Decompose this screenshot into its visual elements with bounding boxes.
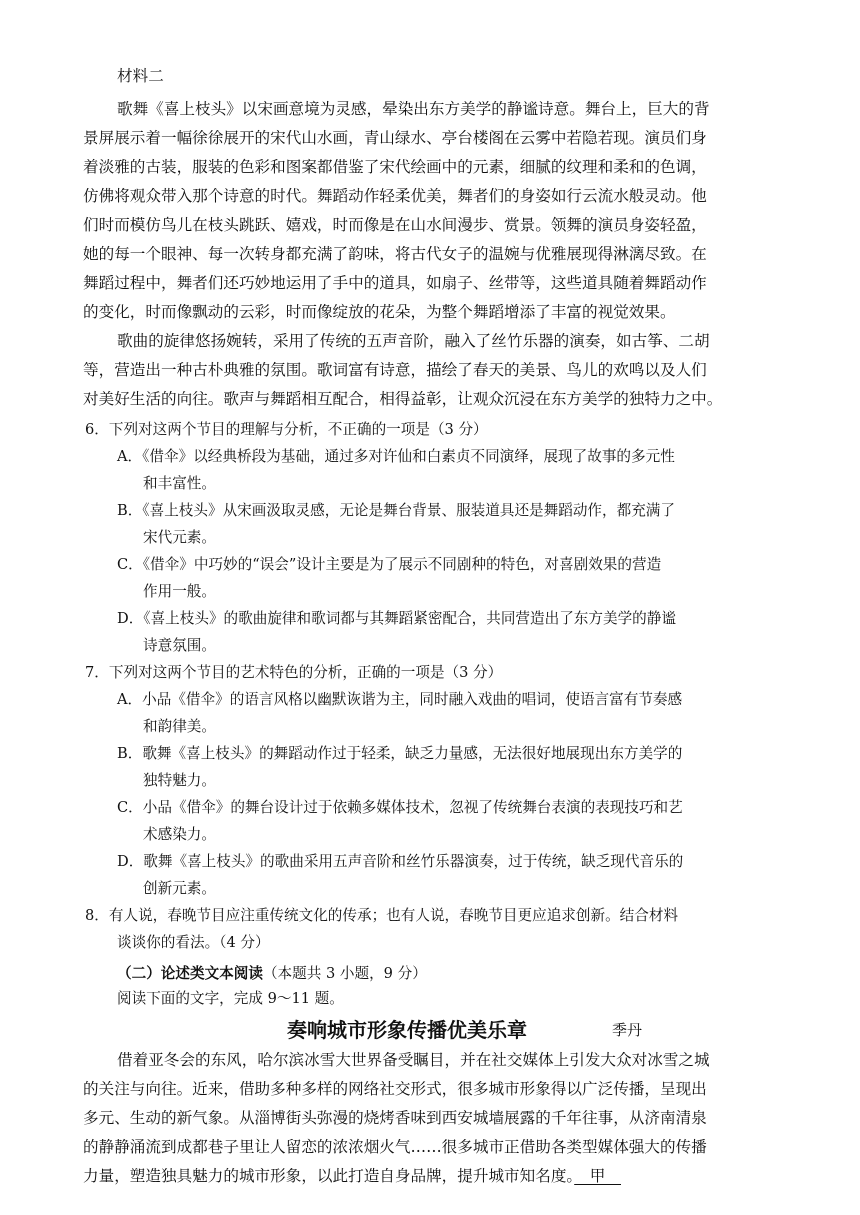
option-b: B．《喜上枝头》从宋画汲取灵感，无论是舞台背景、服装道具还是舞蹈动作，都充满了: [117, 502, 675, 519]
text-line: 对美好生活的向往。歌声与舞蹈相互配合，相得益彰，让观众沉浸在东方美学的独特力之中。: [83, 390, 723, 408]
option-d-cont: 创新元素。: [143, 880, 216, 897]
option-d: D．歌舞《喜上枝头》的歌曲采用五声音阶和丝竹乐器演奏，过于传统，缺乏现代音乐的: [117, 853, 684, 870]
text-line: 的静静涌流到成都巷子里让人留恋的浓浓烟火气……很多城市正借助各类型媒体强大的传播: [83, 1138, 707, 1156]
text-line: 着淡雅的古装，服装的色彩和图案都借鉴了宋代绘画中的元素，细腻的纹理和柔和的色调，: [83, 158, 707, 176]
option-a-cont: 和韵律美。: [143, 718, 216, 735]
text-line: 多元、生动的新气象。从淄博街头弥漫的烧烤香味到西安城墙展露的千年往事，从济南清泉: [83, 1109, 707, 1127]
text-line: 的变化，时而像飘动的云彩，时而像绽放的花朵，为整个舞蹈增添了丰富的视觉效果。: [83, 303, 676, 321]
text-line: 歌舞《喜上枝头》以宋画意境为灵感，晕染出东方美学的静谧诗意。舞台上，巨大的背: [117, 100, 710, 118]
option-c-cont: 术感染力。: [143, 826, 216, 843]
text-line: 舞蹈过程中，舞者们还巧妙地运用了手中的道具，如扇子、丝带等，这些道具随着舞蹈动作: [83, 274, 707, 292]
question-stem: 6．下列对这两个节目的理解与分析，不正确的一项是（3 分）: [85, 421, 488, 438]
text-line: 景屏展示着一幅徐徐展开的宋代山水画，青山绿水、亭台楼阁在云雾中若隐若现。演员们身: [83, 129, 707, 147]
option-d: D．《喜上枝头》的歌曲旋律和歌词都与其舞蹈紧密配合，共同营造出了东方美学的静谧: [117, 610, 676, 627]
question-stem: 7．下列对这两个节目的艺术特色的分析，正确的一项是（3 分）: [85, 664, 503, 681]
option-d-cont: 诗意氛围。: [143, 637, 216, 654]
text-line: 等，营造出一种古朴典雅的氛围。歌词富有诗意，描绘了春天的美景、鸟儿的欢鸣以及人们: [83, 361, 707, 379]
material-heading: 材料二: [117, 67, 164, 85]
option-a-cont: 和丰富性。: [143, 475, 216, 492]
text-line: 的关注与向往。近来，借助多种多样的网络社交形式，很多城市形象得以广泛传播，呈现出: [83, 1080, 707, 1098]
text-line: 歌曲的旋律悠扬婉转，采用了传统的五声音阶，融入了丝竹乐器的演奏，如古筝、二胡: [117, 332, 710, 350]
option-a: A．《借伞》以经典桥段为基础，通过多对许仙和白素贞不同演绎，展现了故事的多元性: [117, 448, 675, 465]
article-author: 季丹: [612, 1021, 643, 1039]
section-heading-bold: （二）论述类文本阅读: [117, 965, 263, 982]
text-line: 们时而模仿鸟儿在枝头跳跃、嬉戏，时而像是在山水间漫步、赏景。领舞的演员身姿轻盈，: [83, 216, 707, 234]
option-c: C．《借伞》中巧妙的“误会”设计主要是为了展示不同剧种的特色，对喜剧效果的营造: [117, 556, 662, 573]
option-c: C．小品《借伞》的舞台设计过于依赖多媒体技术，忽视了传统舞台表演的表现技巧和艺: [117, 799, 683, 816]
text-line: 借着亚冬会的东风，哈尔滨冰雪大世界备受瞩目，并在社交媒体上引发大众对冰雪之城: [117, 1051, 710, 1069]
option-b: B．歌舞《喜上枝头》的舞蹈动作过于轻柔，缺乏力量感，无法很好地展现出东方美学的: [117, 745, 683, 762]
article-title: 奏响城市形象传播优美乐章: [287, 1018, 527, 1042]
text-line: [83, 1166, 621, 1186]
section-heading: [117, 964, 427, 984]
section-heading-detail: （本题共 3 小题，9 分）: [262, 965, 427, 982]
text-line: 她的每一个眼神、每一次转身都充满了韵味，将古代女子的温婉与优雅展现得淋漓尽致。在: [83, 245, 707, 263]
blank-jia: 甲: [574, 1167, 621, 1185]
text-line: 仿佛将观众带入那个诗意的时代。舞蹈动作轻柔优美，舞者们的身姿如行云流水般灵动。他: [83, 187, 707, 205]
question-stem-cont: 谈谈你的看法。（4 分）: [117, 934, 270, 951]
option-c-cont: 作用一般。: [143, 583, 216, 600]
section-instruction: 阅读下面的文字，完成 9～11 题。: [117, 990, 344, 1007]
option-b-cont: 宋代元素。: [143, 529, 216, 546]
option-b-cont: 独特魅力。: [143, 772, 216, 789]
text-segment: 力量，塑造独具魅力的城市形象，以此打造自身品牌，提升城市知名度。: [83, 1167, 575, 1185]
question-stem: 8．有人说，春晚节目应注重传统文化的传承；也有人说，春晚节目更应追求创新。结合材料: [85, 907, 679, 924]
option-a: A．小品《借伞》的语言风格以幽默诙谐为主，同时融入戏曲的唱词，使语言富有节奏感: [117, 691, 683, 708]
